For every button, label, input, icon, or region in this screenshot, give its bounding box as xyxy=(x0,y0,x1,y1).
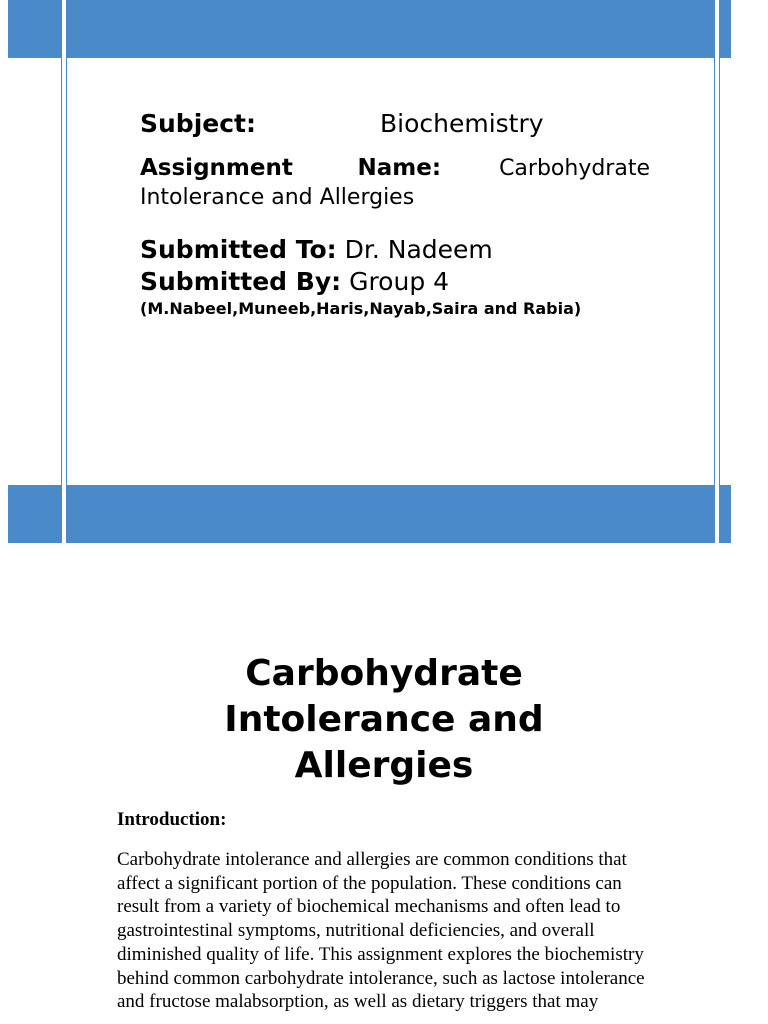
cover-top-band xyxy=(8,0,731,58)
assignment-value: Carbohydrate Intolerance and Allergies xyxy=(140,156,650,210)
subject-label: Subject: xyxy=(140,109,256,138)
assignment-row xyxy=(140,154,650,212)
submitted-to-label: Submitted To: xyxy=(140,235,337,264)
introduction-paragraph: Carbohydrate intolerance and allergies are common conditions that affect a significant portion of the population. These conditions can result from a variety of biochemical mechanisms and often lead to gastrointestinal symptoms, nutritional deficiencies, and overall diminished quality of life. This assignment explores the biochemistry behind common carbohydrate intolerance, such as lactose intolerance and fructose malabsorption, as well as dietary triggers that may xyxy=(117,849,645,1013)
document-title: Carbohydrate Intolerance and Allergies xyxy=(224,653,544,786)
cover-bottom-band xyxy=(8,485,731,543)
cover-left-rule xyxy=(61,0,67,543)
submitted-by-row xyxy=(140,266,650,298)
submitted-to-value: Dr. Nadeem xyxy=(344,235,493,264)
cover-right-rule xyxy=(714,0,720,543)
submitted-by-label: Submitted By: xyxy=(140,267,342,296)
group-members: (M.Nabeel,Muneeb,Haris,Nayab,Saira and Rabia) xyxy=(140,299,582,318)
submitted-to-row xyxy=(140,234,650,266)
submitted-block xyxy=(140,234,650,298)
cover-details xyxy=(140,108,650,319)
subject-row xyxy=(140,108,650,140)
subject-value: Biochemistry xyxy=(380,109,544,138)
introduction-heading: Introduction: xyxy=(117,809,227,830)
submitted-by-value: Group 4 xyxy=(349,267,450,296)
assignment-label: Assignment Name: xyxy=(140,155,442,181)
